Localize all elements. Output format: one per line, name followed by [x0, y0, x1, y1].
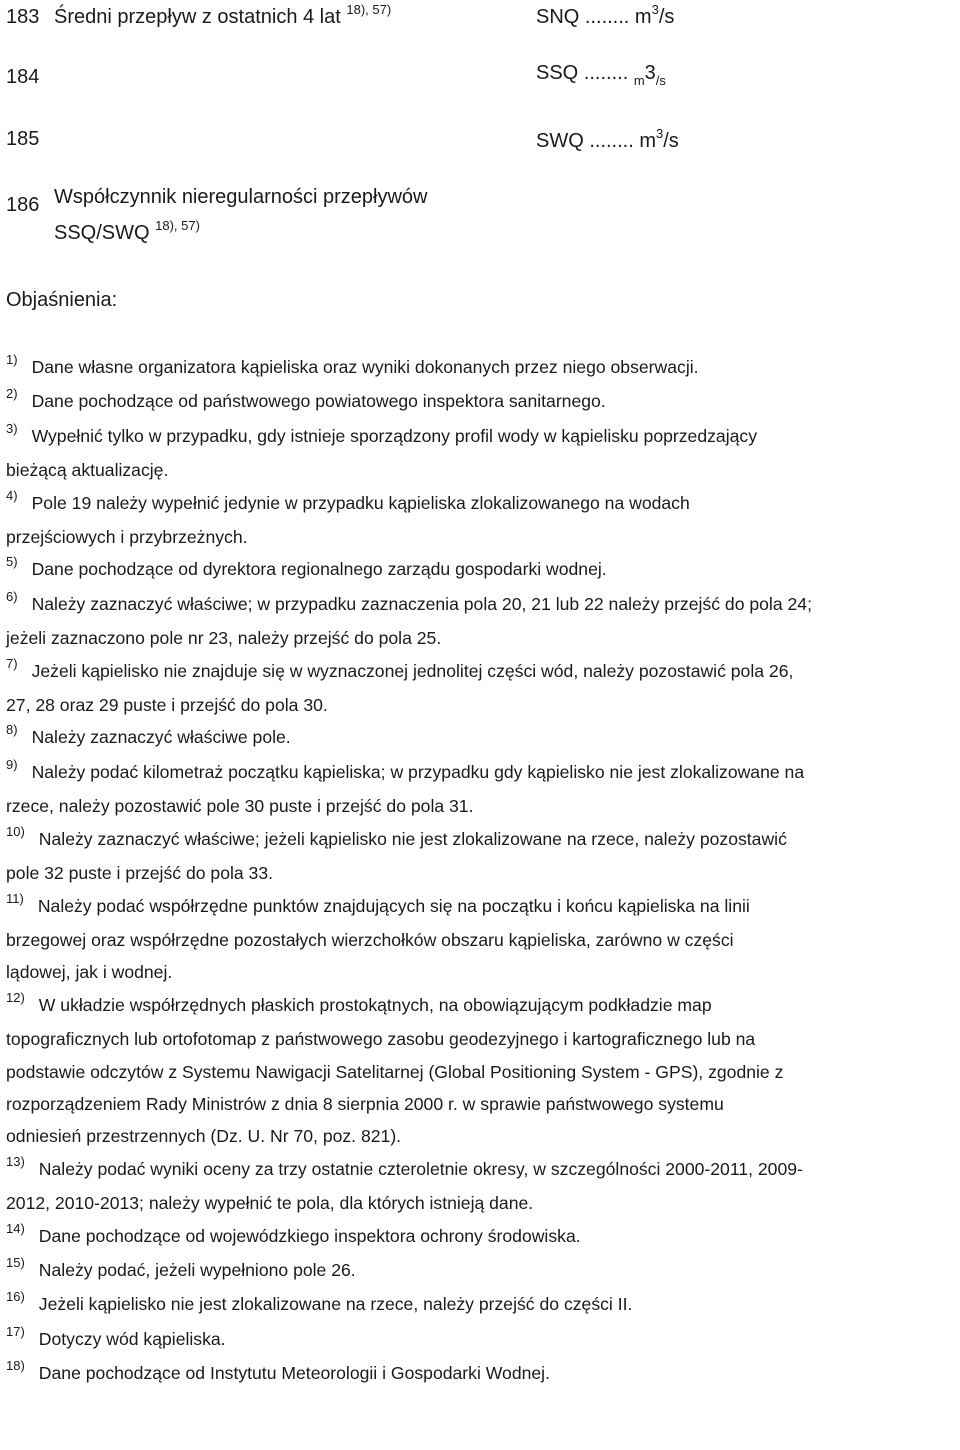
row-label	[54, 2, 392, 29]
footnote-text: Dane pochodzące od państwowego powiatowego inspektora sanitarnego.	[31, 391, 606, 412]
footnote-line	[6, 1153, 958, 1187]
footnote-item	[6, 420, 958, 487]
footnote-item	[6, 1220, 958, 1254]
footnote-line	[6, 823, 958, 857]
footnote-marker: 2)	[6, 386, 18, 402]
unit-prefix: SSQ ........	[536, 62, 629, 84]
row-label-line2	[54, 218, 200, 245]
footnote-line	[6, 1323, 958, 1357]
footnote-item	[6, 1357, 958, 1391]
footnote-line	[6, 1056, 958, 1088]
footnote-item	[6, 1153, 958, 1220]
footnote-line	[6, 1088, 958, 1120]
row-label-text: SSQ/SWQ	[54, 222, 150, 244]
footnote-line	[6, 1120, 958, 1152]
footnote-text: brzegowej oraz współrzędne pozostałych wierzchołków obszaru kąpieliska, zarówno w części	[6, 929, 734, 950]
footnote-line	[6, 857, 958, 889]
footnote-text: lądowej, jak i wodnej.	[6, 962, 173, 983]
footnote-line	[6, 721, 958, 755]
footnote-marker: 16)	[6, 1289, 25, 1305]
row-unit-field	[536, 2, 675, 29]
footnote-line	[6, 351, 958, 385]
footnote-line	[6, 924, 958, 956]
unit-m: m	[633, 73, 645, 88]
footnote-marker: 12)	[6, 989, 25, 1005]
footnote-marker: 6)	[6, 588, 18, 604]
unit-prefix: SWQ ........ m	[536, 130, 656, 152]
footnote-item	[6, 890, 958, 989]
footnote-marker: 3)	[6, 420, 18, 436]
footnote-text: Dane pochodzące od Instytutu Meteorologii i Gospodarki Wodnej.	[38, 1363, 550, 1384]
footnote-text: Należy zaznaczyć właściwe; w przypadku zaznaczenia pola 20, 21 lub 22 należy przejść do pola 24;	[31, 593, 812, 614]
footnote-list	[6, 351, 958, 1392]
unit-tail: /s	[663, 130, 679, 152]
footnote-line	[6, 588, 958, 622]
footnote-text: Jeżeli kąpielisko nie znajduje się w wyznaczonej jednolitej części wód, należy pozostawić pola 26,	[31, 660, 794, 681]
footnote-text: rozporządzeniem Rady Ministrów z dnia 8 sierpnia 2000 r. w sprawie państwowego systemu	[6, 1093, 724, 1114]
unit-exponent: 3	[644, 62, 656, 84]
footnote-line	[6, 1357, 958, 1391]
row-number: 185	[6, 128, 40, 150]
row-number: 184	[6, 66, 40, 88]
footnote-marker: 8)	[6, 722, 18, 738]
footnote-text: pole 32 puste i przejść do pola 33.	[6, 863, 274, 884]
footnote-text: Dane własne organizatora kąpieliska oraz wyniki dokonanych przez niego obserwacji.	[31, 357, 699, 377]
footnote-text: Należy podać współrzędne punktów znajdujących się na początku i końcu kąpieliska na linii	[37, 895, 750, 916]
footnote-line	[6, 956, 958, 988]
footnote-text: W układzie współrzędnych płaskich prostokątnych, na obowiązującym podkładzie map	[38, 994, 712, 1015]
footnote-text: Pole 19 należy wypełnić jedynie w przypadku kąpieliska zlokalizowanego na wodach	[31, 492, 690, 513]
footnote-line	[6, 487, 958, 521]
footnote-text: topograficznych lub ortofotomap z państwowego zasobu geodezyjnego i kartograficznego lub na	[6, 1029, 756, 1050]
footnote-marker: 14)	[6, 1220, 25, 1236]
footnote-line	[6, 756, 958, 790]
footnote-text: jeżeli zaznaczono pole nr 23, należy przejść do pola 25.	[6, 628, 442, 649]
footnote-marker: 4)	[6, 487, 18, 503]
footnote-line	[6, 622, 958, 654]
footnote-text: Jeżeli kąpielisko nie jest zlokalizowane na rzece, należy przejść do części II.	[38, 1294, 633, 1315]
footnote-text: bieżącą aktualizację.	[6, 460, 169, 481]
footnote-line	[6, 385, 958, 419]
footnote-text: podstawie odczytów z Systemu Nawigacji Satelitarnej (Global Positioning System - GPS), zgodnie z	[6, 1061, 784, 1082]
footnote-line	[6, 790, 958, 822]
footnote-text: Wypełnić tylko w przypadku, gdy istnieje sporządzony profil wody w kąpielisku poprzedzający	[31, 425, 757, 446]
footnote-line	[6, 1187, 958, 1219]
footnote-text: Należy podać, jeżeli wypełniono pole 26.	[38, 1259, 356, 1280]
footnote-line	[6, 420, 958, 454]
footnote-item	[6, 553, 958, 587]
footnote-text: 2012, 2010-2013; należy wypełnić te pola, dla których istnieją dane.	[6, 1193, 534, 1214]
row-label-footnote: 18), 57)	[346, 2, 392, 17]
row-label-footnote: 18), 57)	[155, 218, 200, 233]
footnote-text: odniesień przestrzennych (Dz. U. Nr 70, poz. 821).	[6, 1126, 402, 1147]
row-label: Współczynnik nieregularności przepływów	[54, 186, 428, 208]
footnote-line	[6, 521, 958, 553]
footnote-line	[6, 454, 958, 486]
footnote-line	[6, 1220, 958, 1254]
footnote-item	[6, 1288, 958, 1322]
footnote-marker: 13)	[6, 1153, 25, 1169]
footnote-item	[6, 351, 958, 385]
footnote-marker: 5)	[6, 554, 18, 570]
footnote-line	[6, 890, 958, 924]
footnote-text: przejściowych i przybrzeżnych.	[6, 527, 248, 548]
footnote-marker: 1)	[6, 352, 18, 367]
footnote-text: Dane pochodzące od wojewódzkiego inspektora ochrony środowiska.	[38, 1225, 581, 1246]
footnote-text: Należy zaznaczyć właściwe; jeżeli kąpielisko nie jest zlokalizowane na rzece, należy pozostawić	[38, 828, 787, 849]
unit-prefix: SNQ ........ m	[536, 6, 652, 28]
footnote-marker: 7)	[6, 655, 18, 671]
footnote-item	[6, 1323, 958, 1357]
explanations-heading: Objaśnienia:	[6, 289, 118, 311]
footnote-marker: 15)	[6, 1254, 25, 1270]
row-unit-field	[536, 62, 666, 88]
footnote-item	[6, 756, 958, 823]
footnote-item	[6, 655, 958, 722]
unit-exponent: 3	[656, 126, 664, 141]
footnote-marker: 10)	[6, 823, 25, 839]
footnote-line	[6, 553, 958, 587]
footnote-item	[6, 823, 958, 890]
footnote-text: Należy podać kilometraż początku kąpieliska; w przypadku gdy kąpielisko nie jest zlokalizowane na	[31, 761, 805, 782]
footnote-line	[6, 1254, 958, 1288]
footnote-item	[6, 385, 958, 419]
footnote-text: 27, 28 oraz 29 puste i przejść do pola 30.	[6, 695, 328, 716]
footnote-item	[6, 588, 958, 655]
footnote-item	[6, 487, 958, 554]
footnote-text: rzece, należy pozostawić pole 30 puste i przejść do pola 31.	[6, 796, 474, 817]
footnote-marker: 11)	[6, 890, 24, 906]
footnote-item	[6, 1254, 958, 1288]
row-unit-field	[536, 126, 679, 153]
unit-tail: /s	[658, 6, 675, 28]
unit-tail: /s	[655, 73, 666, 88]
footnote-marker: 18)	[6, 1358, 25, 1374]
footnote-item	[6, 721, 958, 755]
footnote-marker: 9)	[6, 756, 18, 772]
footnote-text: Dane pochodzące od dyrektora regionalnego zarządu gospodarki wodnej.	[31, 559, 607, 580]
footnote-line	[6, 1288, 958, 1322]
footnote-line	[6, 1023, 958, 1055]
footnote-item	[6, 989, 958, 1153]
row-number: 186	[6, 194, 40, 216]
footnote-line	[6, 655, 958, 689]
unit-exponent: 3	[651, 2, 659, 17]
footnote-text: Należy zaznaczyć właściwe pole.	[31, 727, 291, 748]
footnote-line	[6, 689, 958, 721]
footnote-marker: 17)	[6, 1323, 25, 1339]
footnote-line	[6, 989, 958, 1023]
footnote-text: Należy podać wyniki oceny za trzy ostatnie czteroletnie okresy, w szczególności 2000-2011, 2009-	[38, 1158, 803, 1179]
row-number: 183	[6, 6, 40, 28]
footnote-text: Dotyczy wód kąpieliska.	[38, 1328, 226, 1349]
row-label-text: Średni przepływ z ostatnich 4 lat	[54, 6, 341, 28]
